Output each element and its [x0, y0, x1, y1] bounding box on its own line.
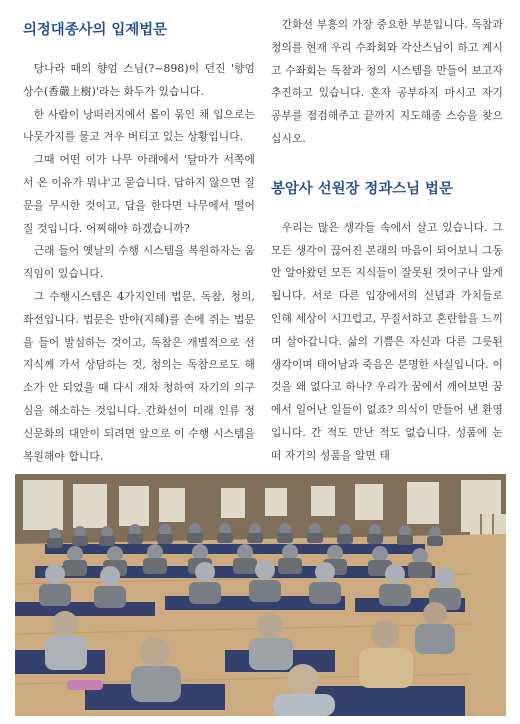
meditation-hall-photo — [15, 474, 506, 716]
left-column — [23, 14, 255, 468]
paragraph: 그때 어떤 이가 나무 아래에서 '달마가 서쪽에서 온 이유가 뭐냐'고 묻습니다. 답하지 않으면 질문을 무시한 것이고, 답을 한다면 나무에서 떨어질 것입니다. 어찌해야 하겠습니까? — [23, 153, 255, 235]
paragraph: 당나라 때의 향엄 스님(?~898)이 던진 '향엄상수(香嚴上樹)'라는 화두가 있습니다. — [23, 62, 255, 98]
section-heading-bongamsa-sermon: 봉암사 선원장 정과스님 법문 — [271, 180, 453, 197]
paragraph: 우리는 많은 생각들 속에서 살고 있습니다. 그 모든 생각이 끊어진 본래의 마음이 되어보니 그동안 알아왔던 모든 지식들이 잘못된 것이구나 알게 됩니다. 서로 다른 입장에서의 신념과 가치들로 인해 세상이 시끄럽고, 무질서하고 혼란함을 느끼며 살아갑니다. 삶의 기쁨은 자신과 다른 그릇된 생각이며 태어남과 죽음은 분명한 사실입니다. 이것을 왜 없다고 하나? 우리가 꿈에서 깨어보면 꿈에서 일어난 일들이 없죠? 의식이 만들어 낸 환영입니다. 간 적도 만난 적도 없습니다. 성품에 눈 떠 자기의 성품을 알면 태 — [271, 220, 503, 462]
paragraph: 그 수행시스템은 4가지인데 법문, 독참, 청의, 좌선입니다. 법문은 반야(지혜)를 손에 쥐는 법문을 들어 발심하는 것이고, 독참은 개별적으로 선지식께 가서 상담하는 것, 청의는 독참으로도 해소가 안 되었을 때 다시 재차 청하여 자기의 의구심을 해소하는 것입니다. 간화선이 미래 인류 정신문화의 대안이 되려면 앞으로 이 수행 시스템을 복원해야 합니다. — [23, 289, 255, 463]
right-column — [271, 14, 503, 468]
paragraph: 간화선 부흥의 가장 중요한 부분입니다. 독참과 청의를 현재 우리 수좌회와 각산스님이 하고 계시고 수좌회는 독참과 청의 시스템을 만들어 보고자 추진하고 있습니다. 혼자 공부하지 마시고 자기 공부를 점검해주고 끝까지 지도해줄 스승을 찾으십시오. — [271, 18, 503, 145]
paragraph: 근래 들어 옛날의 수행 시스템을 복원하자는 움직임이 있습니다. — [23, 244, 255, 281]
paragraph: 한 사람이 낭떠러지에서 몸이 묶인 채 입으로는 나뭇가지를 물고 겨우 버티고 있는 상황입니다. — [23, 107, 255, 144]
section-heading-ipje-sermon: 의정대종사의 입제법문 — [23, 22, 168, 38]
spacer — [271, 151, 503, 173]
meditation-hall-photo-icon — [15, 474, 506, 716]
